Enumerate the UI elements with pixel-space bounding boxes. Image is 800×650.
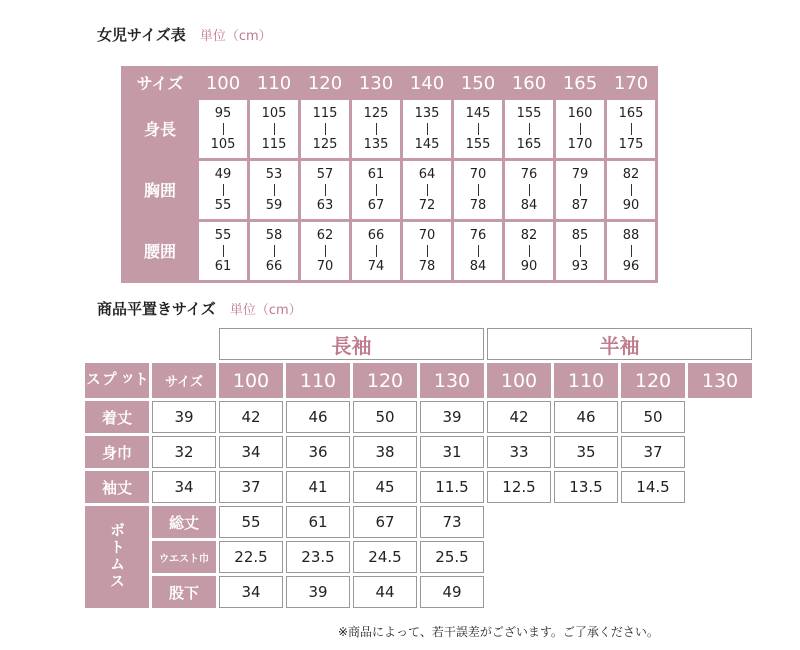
range-min: 135 [414, 106, 440, 121]
range-cell [607, 100, 655, 158]
range-value [505, 227, 553, 275]
range-max: 90 [520, 259, 538, 274]
bottoms-cell: 44 [353, 576, 417, 608]
range-min: 160 [567, 106, 593, 121]
short-sleeve-cell: 46 [554, 401, 618, 433]
range-max: 115 [261, 137, 287, 152]
range-cell [505, 100, 553, 158]
range-cell [607, 222, 655, 280]
tops-row-label: 着丈 [85, 401, 149, 433]
range-cell [250, 100, 298, 158]
range-separator [580, 123, 581, 135]
range-value [454, 166, 502, 214]
long-sleeve-cell: 46 [286, 401, 350, 433]
range-value [607, 105, 655, 153]
bottoms-cell: 34 [219, 576, 283, 608]
range-cell [301, 100, 349, 158]
range-separator [274, 123, 275, 135]
tops-label [85, 363, 149, 398]
long-size-130: 130 [420, 363, 484, 398]
range-separator [325, 123, 326, 135]
bottoms-row-label: ウエスト巾 [152, 541, 216, 573]
long-sleeve-cell: 42 [219, 401, 283, 433]
range-separator [274, 245, 275, 257]
range-cell [505, 161, 553, 219]
range-max: 175 [618, 137, 644, 152]
range-max: 125 [312, 137, 338, 152]
long-sleeve-cell: 37 [219, 471, 283, 503]
long-sleeve-cell: 41 [286, 471, 350, 503]
range-min: 62 [316, 228, 334, 243]
range-cell [607, 161, 655, 219]
range-min: 145 [465, 106, 491, 121]
short-sleeve-cell: 13.5 [554, 471, 618, 503]
long-sleeve-cell: 36 [286, 436, 350, 468]
short-sleeve-cell: 31 [420, 436, 484, 468]
range-max: 72 [418, 198, 436, 213]
range-max: 84 [520, 198, 538, 213]
long-sleeve-cell: 39 [152, 401, 216, 433]
short-sleeve-cell: 35 [554, 436, 618, 468]
range-separator [223, 123, 224, 135]
range-value [403, 227, 451, 275]
range-max: 145 [414, 137, 440, 152]
bottoms-cell: 73 [420, 506, 484, 538]
range-value [403, 105, 451, 153]
tops-row-label: 袖丈 [85, 471, 149, 503]
range-separator [427, 123, 428, 135]
range-value [556, 227, 604, 275]
range-max: 135 [363, 137, 389, 152]
range-cell [250, 161, 298, 219]
range-value [556, 166, 604, 214]
range-value [301, 105, 349, 153]
tops-label-text: トップス [84, 370, 150, 388]
range-min: 95 [214, 106, 232, 121]
range-min: 85 [571, 228, 589, 243]
range-separator [376, 184, 377, 196]
range-value [352, 227, 400, 275]
long-size-100: 100 [219, 363, 283, 398]
range-separator [376, 123, 377, 135]
range-max: 61 [214, 259, 232, 274]
size-col-160: 160 [505, 69, 553, 97]
range-min: 155 [516, 106, 542, 121]
size-col-170: 170 [607, 69, 655, 97]
range-max: 78 [418, 259, 436, 274]
size-col-140: 140 [403, 69, 451, 97]
disclaimer-note: ※商品によって、若干誤差がございます。ご了承ください。 [338, 625, 659, 639]
girls-size-row [124, 161, 655, 219]
range-separator [631, 184, 632, 196]
long-size-110: 110 [286, 363, 350, 398]
range-separator [325, 245, 326, 257]
short-sleeve-cell: 33 [487, 436, 551, 468]
range-separator [478, 184, 479, 196]
range-value [301, 166, 349, 214]
range-max: 93 [571, 259, 589, 274]
range-value [607, 166, 655, 214]
range-cell [454, 161, 502, 219]
range-cell [250, 222, 298, 280]
range-min: 115 [312, 106, 338, 121]
bottoms-cell: 23.5 [286, 541, 350, 573]
range-max: 63 [316, 198, 334, 213]
range-separator [631, 245, 632, 257]
range-cell [454, 222, 502, 280]
girls-size-heading: 女児サイズ表 [97, 26, 186, 44]
range-value [454, 227, 502, 275]
girls-size-title [97, 24, 272, 45]
range-separator [529, 184, 530, 196]
size-col-130: 130 [352, 69, 400, 97]
range-max: 87 [571, 198, 589, 213]
range-max: 170 [567, 137, 593, 152]
bottoms-cell: 25.5 [420, 541, 484, 573]
range-cell [556, 100, 604, 158]
range-cell [352, 100, 400, 158]
bottoms-cell: 24.5 [353, 541, 417, 573]
range-max: 105 [210, 137, 236, 152]
range-value [199, 105, 247, 153]
long-sleeve-cell: 50 [353, 401, 417, 433]
flat-size-header-label: サイズ [152, 363, 216, 398]
flat-size-table [82, 325, 755, 611]
short-sleeve-cell: 37 [621, 436, 685, 468]
range-max: 66 [265, 259, 283, 274]
group-header-spacer [85, 328, 216, 360]
range-min: 76 [469, 228, 487, 243]
range-min: 70 [469, 167, 487, 182]
range-value [250, 166, 298, 214]
bottoms-cell: 67 [353, 506, 417, 538]
range-min: 82 [622, 167, 640, 182]
range-min: 61 [367, 167, 385, 182]
range-max: 84 [469, 259, 487, 274]
size-col-120: 120 [301, 69, 349, 97]
group-short-sleeve: 半袖 [487, 328, 752, 360]
range-min: 76 [520, 167, 538, 182]
range-separator [223, 245, 224, 257]
range-cell [454, 100, 502, 158]
bottoms-label [85, 506, 149, 608]
girls-size-row [124, 222, 655, 280]
size-col-165: 165 [556, 69, 604, 97]
row-label: 身長 [124, 100, 196, 158]
short-size-120: 120 [621, 363, 685, 398]
bottoms-cell: 49 [420, 576, 484, 608]
range-max: 78 [469, 198, 487, 213]
size-header-label: サイズ [124, 69, 196, 97]
range-max: 59 [265, 198, 283, 213]
range-cell [301, 161, 349, 219]
long-sleeve-cell: 34 [152, 471, 216, 503]
range-max: 55 [214, 198, 232, 213]
range-cell [199, 161, 247, 219]
range-value [352, 166, 400, 214]
short-sleeve-cell: 39 [420, 401, 484, 433]
range-cell [301, 222, 349, 280]
long-sleeve-cell: 34 [219, 436, 283, 468]
girls-size-row [124, 100, 655, 158]
range-min: 82 [520, 228, 538, 243]
tops-row-label: 身巾 [85, 436, 149, 468]
size-col-150: 150 [454, 69, 502, 97]
range-separator [631, 123, 632, 135]
range-value [454, 105, 502, 153]
bottoms-label-text: ボトムス [108, 521, 126, 590]
size-col-100: 100 [199, 69, 247, 97]
short-size-110: 110 [554, 363, 618, 398]
short-sleeve-cell: 11.5 [420, 471, 484, 503]
short-size-130: 130 [688, 363, 752, 398]
range-separator [427, 184, 428, 196]
flat-size-unit: 単位（cm） [229, 303, 302, 318]
row-label: 腰囲 [124, 222, 196, 280]
range-min: 49 [214, 167, 232, 182]
range-min: 88 [622, 228, 640, 243]
range-cell [352, 161, 400, 219]
range-min: 105 [261, 106, 287, 121]
range-min: 125 [363, 106, 389, 121]
bottoms-row [85, 576, 752, 608]
range-cell [199, 100, 247, 158]
row-label: 胸囲 [124, 161, 196, 219]
range-cell [199, 222, 247, 280]
range-separator [478, 245, 479, 257]
range-min: 70 [418, 228, 436, 243]
range-max: 74 [367, 259, 385, 274]
range-cell [556, 161, 604, 219]
range-min: 165 [618, 106, 644, 121]
range-value [352, 105, 400, 153]
range-value [505, 105, 553, 153]
short-sleeve-cell: 12.5 [487, 471, 551, 503]
range-cell [403, 161, 451, 219]
range-max: 70 [316, 259, 334, 274]
range-min: 58 [265, 228, 283, 243]
short-sleeve-cell: 50 [621, 401, 685, 433]
girls-size-header-row [124, 69, 655, 97]
girls-size-unit: 単位（cm） [199, 29, 272, 44]
range-value [199, 166, 247, 214]
range-min: 57 [316, 167, 334, 182]
bottoms-cell: 22.5 [219, 541, 283, 573]
size-col-110: 110 [250, 69, 298, 97]
long-sleeve-cell: 45 [353, 471, 417, 503]
range-value [556, 105, 604, 153]
short-sleeve-cell: 14.5 [621, 471, 685, 503]
range-cell [403, 222, 451, 280]
short-sleeve-cell: 42 [487, 401, 551, 433]
range-cell [556, 222, 604, 280]
range-min: 66 [367, 228, 385, 243]
bottoms-row-label: 股下 [152, 576, 216, 608]
range-value [505, 166, 553, 214]
range-separator [478, 123, 479, 135]
range-separator [274, 184, 275, 196]
range-max: 96 [622, 259, 640, 274]
bottoms-cell: 55 [219, 506, 283, 538]
bottoms-row [85, 506, 752, 538]
bottoms-cell: 61 [286, 506, 350, 538]
range-value [403, 166, 451, 214]
range-max: 90 [622, 198, 640, 213]
range-separator [325, 184, 326, 196]
flat-size-title [97, 298, 302, 319]
range-separator [529, 245, 530, 257]
bottoms-cell: 39 [286, 576, 350, 608]
range-separator [223, 184, 224, 196]
tops-row [85, 401, 752, 433]
group-header-row [85, 328, 752, 360]
long-sleeve-cell: 32 [152, 436, 216, 468]
range-separator [376, 245, 377, 257]
long-sleeve-cell: 38 [353, 436, 417, 468]
range-max: 67 [367, 198, 385, 213]
range-value [199, 227, 247, 275]
range-separator [427, 245, 428, 257]
flat-size-heading: 商品平置きサイズ [97, 300, 216, 318]
short-size-100: 100 [487, 363, 551, 398]
tops-row [85, 471, 752, 503]
bottoms-row-label: 総丈 [152, 506, 216, 538]
range-cell [352, 222, 400, 280]
girls-size-table [121, 66, 658, 283]
range-separator [580, 184, 581, 196]
range-max: 155 [465, 137, 491, 152]
range-value [250, 105, 298, 153]
long-size-120: 120 [353, 363, 417, 398]
range-cell [505, 222, 553, 280]
range-cell [403, 100, 451, 158]
range-value [301, 227, 349, 275]
bottoms-row [85, 541, 752, 573]
range-value [607, 227, 655, 275]
range-max: 165 [516, 137, 542, 152]
range-separator [529, 123, 530, 135]
range-min: 55 [214, 228, 232, 243]
flat-size-header-row [85, 363, 752, 398]
range-separator [580, 245, 581, 257]
range-min: 64 [418, 167, 436, 182]
range-min: 79 [571, 167, 589, 182]
range-min: 53 [265, 167, 283, 182]
range-value [250, 227, 298, 275]
tops-row [85, 436, 752, 468]
group-long-sleeve: 長袖 [219, 328, 484, 360]
